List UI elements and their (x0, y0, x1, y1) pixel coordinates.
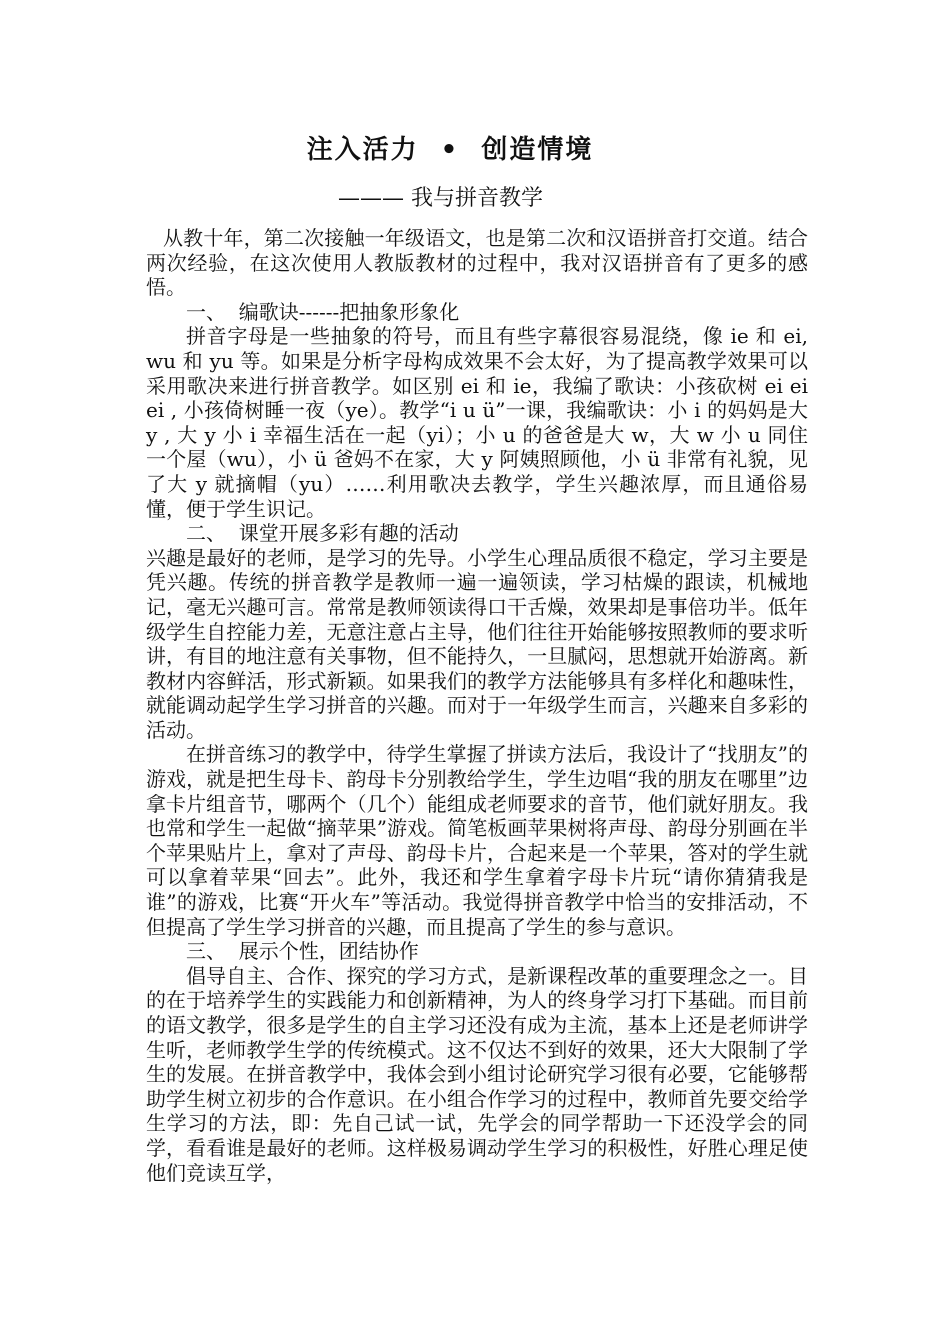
paragraph-section-2a: 兴趣是最好的老师，是学习的先导。小学生心理品质很不稳定，学习主要是凭兴趣。传统的拼音教学是教师一遍一遍领读，学习枯燥的跟读，机械地记，毫无兴趣可言。常常是教师领读得口干舌燥，效果却是事倍功半。低年级学生自控能力差，无意注意占主导，他们往往开始能够按照教师的要求听讲，有目的地注意有关事物，但不能持久，一旦腻闷，思想就开始游离。新教材内容鲜活，形式新颖。如果我们的教学方法能够具有多样化和趣味性，就能调动起学生学习拼音的兴趣。而对于一年级学生而言，兴趣来自多彩的活动。 (146, 545, 808, 742)
document-body (146, 226, 808, 1185)
section-heading-1: 一、 编歌诀------把抽象形象化 (186, 299, 460, 324)
section-heading-3: 三、 展示个性，团结协作 (186, 939, 419, 964)
paragraph-section-1: 拼音字母是一些抽象的符号，而且有些字幕很容易混绕，像 ie 和 ei, wu 和 yu 等。如果是分析字母构成效果不会太好，为了提高教学效果可以采用歌决来进行拼音教学。如区别 ei 和 ie，我编了歌诀：小孩砍树 ei ei ei , 小孩倚树睡一夜（ye）。教学“i u ü”一课，我编歌诀：小 i 的妈妈是大 y , 大 y 小 i 幸福生活在一起（yi）；小 u 的爸爸是大 w，大 w 小 u 同住一个屋（wu），小 ü 爸妈不在家，大 y 阿姨照顾他，小 ü 非常有礼貌，见了大 y 就摘帽（yu）……利用歌决去教学，学生兴趣浓厚，而且通俗易懂，便于学生识记。 (146, 324, 808, 521)
paragraph-section-3: 倡导自主、合作、探究的学习方式，是新课程改革的重要理念之一。目的在于培养学生的实践能力和创新精神，为人的终身学习打下基础。而目前的语文教学，很多是学生的自主学习还没有成为主流，基本上还是老师讲学生听，老师教学生学的传统模式。这不仅达不到好的效果，还大大限制了学生的发展。在拼音教学中，我体会到小组讨论研究学习很有必要，它能够帮助学生树立初步的合作意识。在小组合作学习的过程中，教师首先要交给学生学习的方法，即：先自己试一试，先学会的同学帮助一下还没学会的同学，看看谁是最好的老师。这样极易调动学生学习的积极性，好胜心理足使他们竞读互学， (146, 963, 808, 1185)
paragraph-intro: 从教十年，第二次接触一年级语文，也是第二次和汉语拼音打交道。结合两次经验，在这次使用人教版教材的过程中，我对汉语拼音有了更多的感悟。 (146, 226, 808, 300)
paragraph-section-2b: 在拼音练习的教学中，待学生掌握了拼读方法后，我设计了“找朋友”的游戏，就是把生母卡、韵母卡分别教给学生，学生边唱“我的朋友在哪里”边拿卡片组音节，哪两个（几个）能组成老师要求的音节，他们就好朋友。我也常和学生一起做“摘苹果”游戏。简笔板画苹果树将声母、韵母分别画在半个苹果贴片上，拿对了声母、韵母卡片，合起来是一个苹果，答对的学生就可以拿着苹果“回去”。此外，我还和学生拿着字母卡片玩“请你猜猜我是谁”的游戏，比赛“开火车”等活动。我觉得拼音教学中恰当的安排活动，不但提高了学生学习拼音的兴趣，而且提高了学生的参与意识。 (146, 742, 808, 939)
document-title: 注入活力 • 创造情境 (306, 135, 594, 165)
document-subtitle: ——— 我与拼音教学 (338, 186, 543, 211)
section-heading-2: 二、 课堂开展多彩有趣的活动 (186, 521, 459, 546)
